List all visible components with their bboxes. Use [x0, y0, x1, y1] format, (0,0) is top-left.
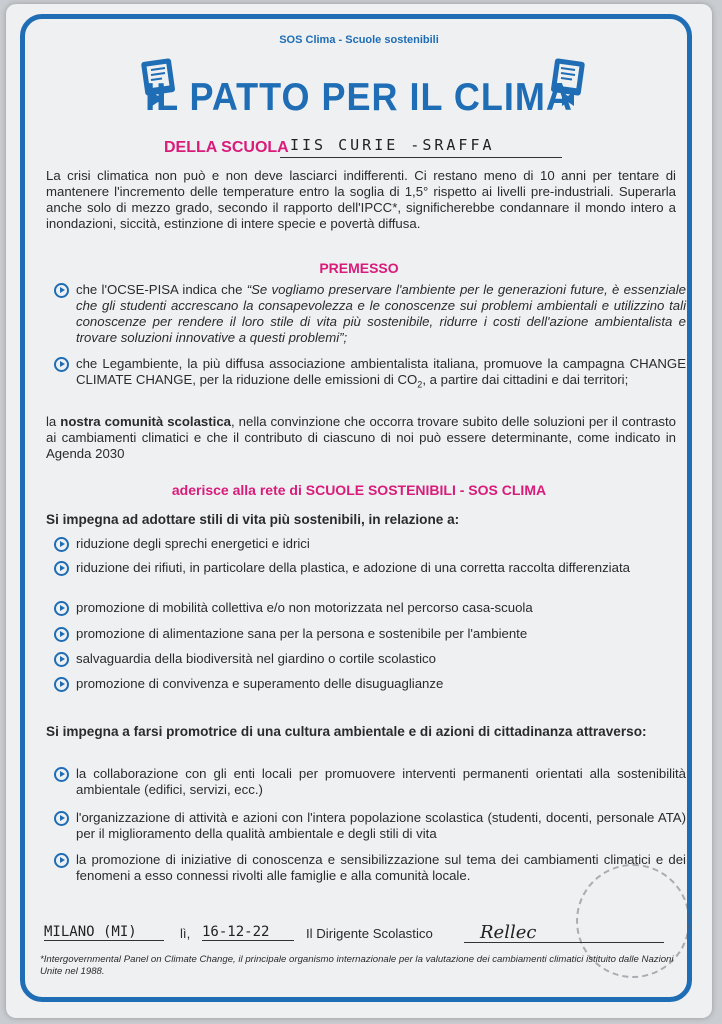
play-circle-icon [54, 627, 69, 642]
page-title: IL PATTO PER IL CLIMA [145, 74, 573, 119]
footnote: *Intergovernmental Panel on Climate Change, il principale organismo internazionale per la valutazione dei cambiamenti climatici istituito dalle Nazioni Unite nel 1988. [40, 954, 674, 977]
commitment-text: riduzione degli sprechi energetici e idrici [76, 536, 310, 551]
school-label: DELLA SCUOLA [164, 139, 289, 156]
community-paragraph [46, 414, 676, 462]
community-prefix: la [46, 414, 61, 429]
play-circle-icon [54, 811, 69, 826]
play-circle-icon [54, 652, 69, 667]
role-label: Il Dirigente Scolastico [306, 926, 433, 941]
oecd-quote: “Se vogliamo preservare l'ambiente per le generazioni future, è essenziale che gli studenti accrescano la consapevolezza e le conoscenze sui problemi ambientali e utilizzino tali conoscenze per rendere il loro stile di vita più sostenibile, ridurre i costi dell'azione ambientalista e trovare soluzioni innovative a questi problemi”; [76, 282, 686, 345]
commitment-text: promozione di convivenza e superamento delle disuguaglianze [76, 676, 444, 691]
premesso-title: PREMESSO [319, 260, 399, 276]
intro-paragraph: La crisi climatica non può e non deve lasciarci indifferenti. Ci restano meno di 10 anni per tentare di mantenere l'incremento delle temperature entro la soglia di 1,5° rispetto ai livelli pre-industriali. Superarla anche solo di mezzo grado, secondo il rapporto dell'IPCC*, significherebbe condannare il mondo intero a inondazioni, siccità, estinzione di intere specie e povertà diffusa. [46, 168, 676, 231]
culture-item [54, 810, 686, 844]
play-circle-icon [54, 853, 69, 868]
culture-text: la promozione di iniziative di conoscenza e sensibilizzazione sul tema dei cambiamenti climatici e dei fenomeni a esso connessi rivolti alle famiglie e alla comunità locale. [76, 852, 686, 883]
premesso-item-1-prefix: che l'OCSE-PISA indica che [76, 282, 247, 297]
signature-line [464, 922, 664, 943]
header-tag: SOS Clima - Scuole sostenibili [279, 34, 439, 46]
premesso-item-2-suffix: , a partire dai cittadini e dai territori; [422, 372, 629, 387]
commitment-text: riduzione dei rifiuti, in particolare della plastica, e adozione di una corretta raccolta differenziata [76, 560, 630, 575]
li-label: lì, [180, 926, 191, 941]
school-line [164, 136, 564, 162]
commitment-text: salvaguardia della biodiversità nel giardino o cortile scolastico [76, 651, 436, 666]
place-field: MILANO (MI) [44, 924, 164, 941]
adherence-title: aderisce alla rete di SCUOLE SOSTENIBILI - SOS CLIMA [171, 482, 547, 498]
community-bold: nostra comunità scolastica [60, 414, 231, 429]
play-circle-icon [54, 561, 69, 576]
play-circle-icon [54, 767, 69, 782]
culture-text: la collaborazione con gli enti locali per promuovere interventi permanenti orientati alla sostenibilità ambientale (edifici, servizi, ecc.) [76, 766, 686, 797]
play-circle-icon [54, 601, 69, 616]
co2-subscript: 2 [417, 379, 423, 390]
commitment-text: promozione di alimentazione sana per la persona e sostenibile per l'ambiente [76, 626, 528, 641]
culture-heading: Si impegna a farsi promotrice di una cultura ambientale e di azioni di cittadinanza attraverso: [46, 724, 647, 739]
premesso-item-2 [54, 356, 686, 404]
document-sheet [6, 4, 712, 1018]
premesso-item-2-text: che Legambiente, la più diffusa associazione ambientalista italiana, promuove la campagna CHANGE CLIMATE CHANGE, per la riduzione delle emissioni di CO [76, 356, 686, 387]
community-rest: , nella convinzione che occorra trovare subito delle soluzioni per il contrasto ai cambiamenti climatici e che il contributo di ciascuno di noi può essere determinante, come indicato in Agenda 2030 [46, 414, 677, 461]
date-field: 16-12-22 [202, 924, 294, 941]
play-circle-icon [54, 537, 69, 552]
school-name-field: IIS CURIE -SRAFFA [280, 136, 562, 158]
commitment-item [54, 560, 686, 594]
signature-scribble: Rellec [480, 922, 537, 943]
culture-text: l'organizzazione di attività e azioni con l'intera popolazione scolastica (studenti, docenti, personale ATA) per il miglioramento della qualità ambientale e degli stili di vita [76, 810, 686, 841]
commitment-text: promozione di mobilità collettiva e/o non motorizzata nel percorso casa-scuola [76, 600, 533, 615]
play-circle-icon [54, 357, 69, 372]
premesso-item-1 [54, 282, 686, 350]
culture-item [54, 766, 686, 800]
play-circle-icon [54, 283, 69, 298]
play-circle-icon [54, 677, 69, 692]
commitments-heading: Si impegna ad adottare stili di vita più sostenibili, in relazione a: [46, 512, 460, 527]
